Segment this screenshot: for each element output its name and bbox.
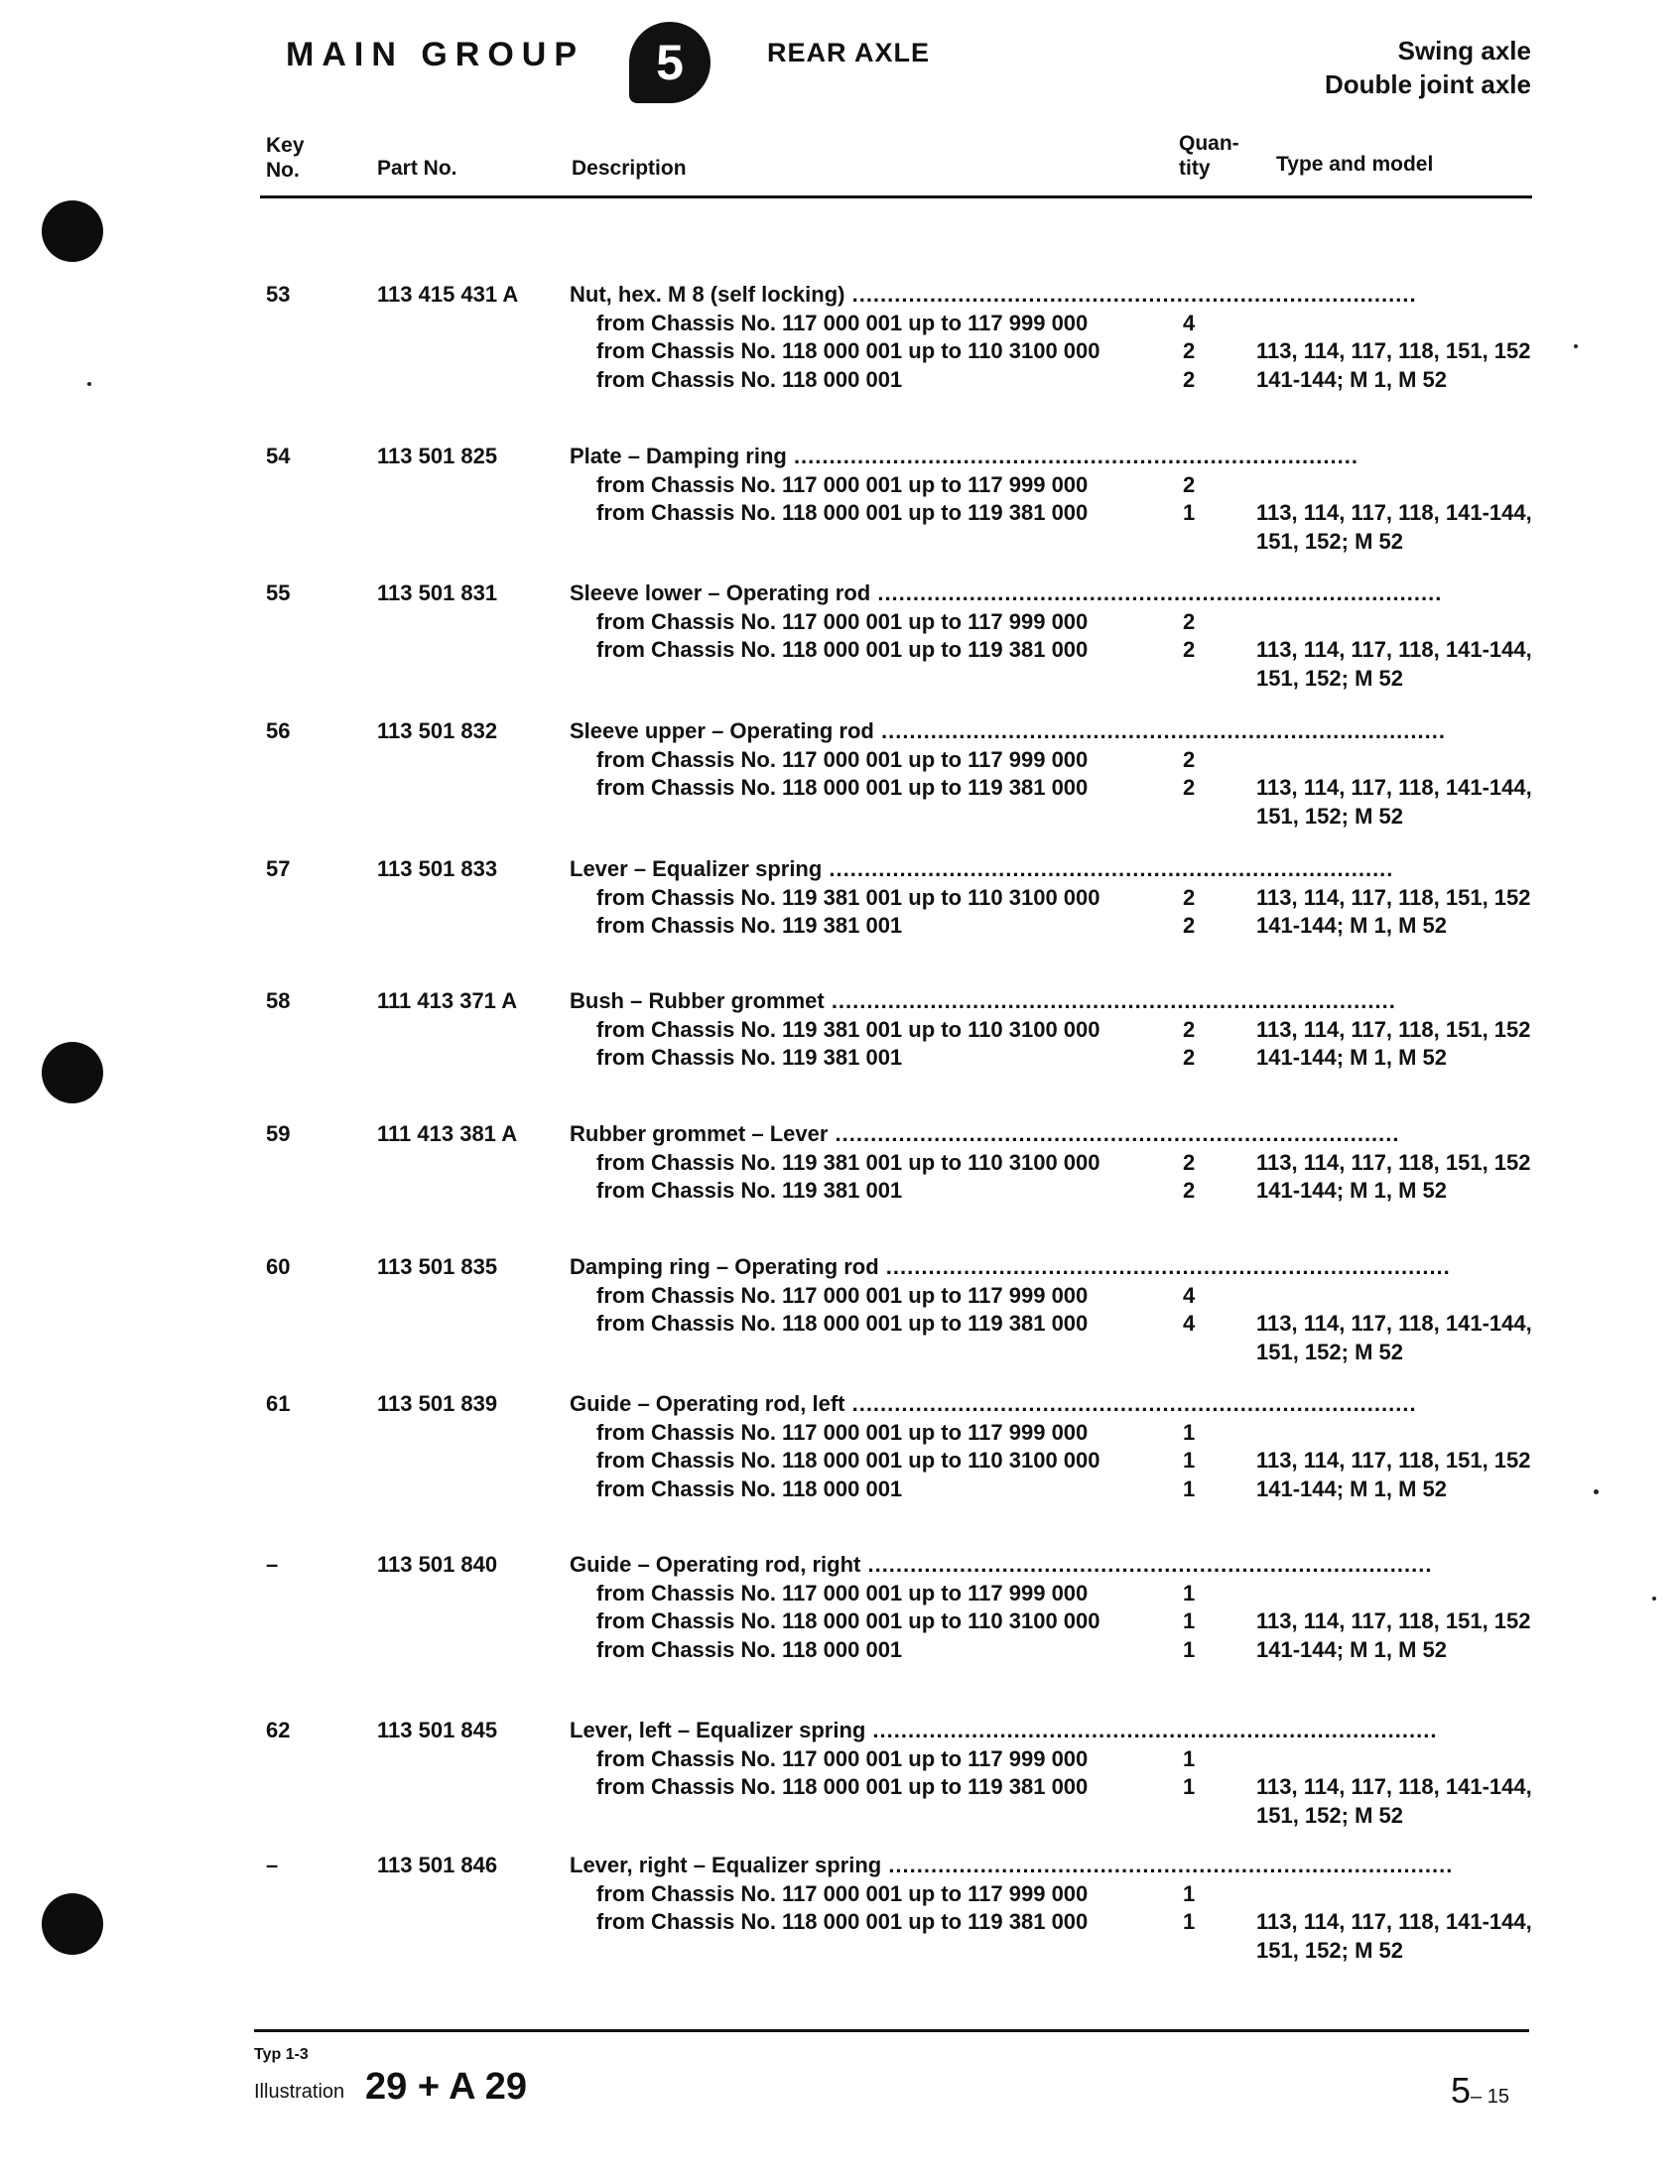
quantity: 4	[1183, 1311, 1196, 1336]
chassis-range: from Chassis No. 117 000 001 up to 117 999 000	[596, 1282, 1089, 1308]
chassis-range: from Chassis No. 117 000 001 up to 117 999 000	[596, 1580, 1089, 1606]
chassis-range: from Chassis No. 118 000 001 up to 119 381 000	[596, 1774, 1089, 1799]
part-number: 113 501 835	[377, 1254, 498, 1279]
quantity: 1	[1183, 1448, 1196, 1473]
part-description	[570, 1551, 1433, 1580]
key-number: 57	[266, 856, 291, 881]
description-text: Bush – Rubber grommet	[570, 988, 825, 1013]
part-number: 113 501 846	[377, 1853, 498, 1877]
quantity: 1	[1183, 1608, 1196, 1633]
main-group-label: MAIN GROUP	[286, 36, 584, 73]
type-and-model: 113, 114, 117, 118, 151, 152	[1256, 1448, 1531, 1473]
quantity: 1	[1183, 1909, 1196, 1934]
quantity: 2	[1183, 338, 1196, 363]
type-and-model: 113, 114, 117, 118, 141-144,	[1256, 775, 1532, 800]
scan-speck	[87, 382, 91, 386]
type-and-model: 113, 114, 117, 118, 151, 152	[1256, 1016, 1531, 1042]
footer-rule	[254, 2029, 1529, 2032]
part-number: 113 415 431 A	[377, 282, 519, 307]
key-number: 62	[266, 1718, 291, 1742]
part-number: 113 501 845	[377, 1718, 498, 1742]
column-header-part: Part No.	[377, 157, 457, 180]
chassis-range: from Chassis No. 118 000 001	[596, 1636, 903, 1662]
quantity: 1	[1183, 1476, 1196, 1501]
type-and-model: 113, 114, 117, 118, 141-144,	[1256, 500, 1532, 525]
leader-dots: ................................................................................	[844, 1391, 1417, 1416]
part-number: 113 501 832	[377, 718, 498, 743]
scan-speck	[1652, 1597, 1656, 1601]
description-text: Plate – Damping ring	[570, 444, 787, 468]
type-and-model: 141-144; M 1, M 52	[1256, 1178, 1447, 1203]
binder-hole	[42, 1893, 103, 1955]
part-description	[570, 1253, 1451, 1282]
binder-hole	[42, 1042, 103, 1103]
group-title: REAR AXLE	[767, 38, 931, 67]
chassis-range: from Chassis No. 118 000 001 up to 110 3100 000	[596, 1448, 1100, 1473]
chassis-range: from Chassis No. 117 000 001 up to 117 999 000	[596, 1419, 1089, 1445]
column-header-description: Description	[572, 157, 687, 180]
type-and-model: 141-144; M 1, M 52	[1256, 1476, 1447, 1501]
quantity: 1	[1183, 1636, 1196, 1662]
description-text: Guide – Operating rod, left	[570, 1391, 845, 1416]
type-and-model: 151, 152; M 52	[1256, 1937, 1403, 1963]
key-number: 60	[266, 1254, 291, 1279]
part-description	[570, 1120, 1400, 1149]
leader-dots: ................................................................................	[844, 282, 1417, 307]
key-number: 61	[266, 1391, 291, 1416]
chassis-range: from Chassis No. 118 000 001 up to 110 3100 000	[596, 1608, 1100, 1633]
chassis-range: from Chassis No. 117 000 001 up to 117 999 000	[596, 1880, 1089, 1906]
quantity: 2	[1183, 1016, 1196, 1042]
key-number: 54	[266, 444, 291, 468]
chassis-range: from Chassis No. 119 381 001 up to 110 3100 000	[596, 1149, 1100, 1175]
part-description	[570, 1390, 1417, 1419]
quantity: 1	[1183, 1880, 1196, 1906]
quantity: 2	[1183, 775, 1196, 800]
chassis-range: from Chassis No. 117 000 001 up to 117 999 000	[596, 608, 1089, 634]
description-text: Lever, right – Equalizer spring	[570, 1853, 882, 1877]
chassis-range: from Chassis No. 118 000 001 up to 119 381 000	[596, 500, 1089, 525]
quantity: 2	[1183, 1149, 1196, 1175]
quantity: 2	[1183, 746, 1196, 772]
type-and-model: 113, 114, 117, 118, 151, 152	[1256, 338, 1531, 363]
chassis-range: from Chassis No. 117 000 001 up to 117 999 000	[596, 471, 1089, 497]
leader-dots: ................................................................................	[824, 988, 1396, 1013]
chassis-range: from Chassis No. 118 000 001 up to 119 381 000	[596, 775, 1089, 800]
leader-dots: ................................................................................	[828, 1121, 1400, 1146]
chassis-range: from Chassis No. 119 381 001	[596, 1178, 903, 1203]
part-description	[570, 1852, 1454, 1880]
description-text: Lever, left – Equalizer spring	[570, 1718, 866, 1742]
leader-dots: ................................................................................	[786, 444, 1358, 468]
description-text: Sleeve upper – Operating rod	[570, 718, 874, 743]
part-description	[570, 855, 1394, 884]
quantity: 1	[1183, 1419, 1196, 1445]
chassis-range: from Chassis No. 117 000 001 up to 117 999 000	[596, 310, 1089, 335]
scan-speck	[1574, 344, 1578, 348]
description-text: Lever – Equalizer spring	[570, 856, 823, 881]
leader-dots: ................................................................................	[881, 1853, 1454, 1877]
part-description	[570, 1717, 1438, 1745]
scan-speck	[1594, 1489, 1599, 1494]
type-and-model: 151, 152; M 52	[1256, 803, 1403, 829]
quantity: 2	[1183, 637, 1196, 662]
chassis-range: from Chassis No. 119 381 001	[596, 1045, 903, 1070]
leader-dots: ................................................................................	[870, 580, 1443, 605]
part-description	[570, 987, 1396, 1016]
group-number-badge: 5	[629, 22, 711, 103]
chassis-range: from Chassis No. 118 000 001 up to 110 3100 000	[596, 338, 1100, 363]
chassis-range: from Chassis No. 117 000 001 up to 117 999 000	[596, 746, 1089, 772]
part-number: 113 501 839	[377, 1391, 498, 1416]
type-and-model: 141-144; M 1, M 52	[1256, 1045, 1447, 1070]
description-text: Rubber grommet – Lever	[570, 1121, 829, 1146]
quantity: 4	[1183, 1282, 1196, 1308]
quantity: 2	[1183, 471, 1196, 497]
quantity: 1	[1183, 1580, 1196, 1606]
quantity: 2	[1183, 884, 1196, 910]
type-and-model: 141-144; M 1, M 52	[1256, 913, 1447, 938]
key-number: 59	[266, 1121, 291, 1146]
header-rule	[260, 195, 1532, 198]
type-and-model: 141-144; M 1, M 52	[1256, 1636, 1447, 1662]
type-and-model: 113, 114, 117, 118, 141-144,	[1256, 637, 1532, 662]
column-header-type: Type and model	[1276, 153, 1434, 176]
type-and-model: 151, 152; M 52	[1256, 1802, 1403, 1828]
part-number: 113 501 825	[377, 444, 498, 468]
key-number: 58	[266, 988, 291, 1013]
type-and-model: 113, 114, 117, 118, 151, 152	[1256, 1149, 1531, 1175]
chassis-range: from Chassis No. 118 000 001 up to 119 381 000	[596, 637, 1089, 662]
quantity: 2	[1183, 913, 1196, 938]
key-number: 55	[266, 580, 291, 605]
type-and-model: 113, 114, 117, 118, 141-144,	[1256, 1774, 1532, 1799]
chassis-range: from Chassis No. 118 000 001 up to 119 381 000	[596, 1311, 1089, 1336]
quantity: 1	[1183, 500, 1196, 525]
part-number: 113 501 840	[377, 1552, 498, 1577]
type-and-model: 151, 152; M 52	[1256, 665, 1403, 691]
type-and-model: 151, 152; M 52	[1256, 528, 1403, 554]
quantity: 2	[1183, 1178, 1196, 1203]
part-number: 111 413 371 A	[377, 988, 518, 1013]
key-number: 53	[266, 282, 291, 307]
quantity: 2	[1183, 366, 1196, 392]
type-code: Typ 1-3	[254, 2046, 309, 2063]
key-number: –	[266, 1552, 279, 1577]
chassis-range: from Chassis No. 117 000 001 up to 117 999 000	[596, 1745, 1089, 1771]
type-and-model: 113, 114, 117, 118, 141-144,	[1256, 1311, 1532, 1336]
chassis-range: from Chassis No. 118 000 001 up to 119 381 000	[596, 1909, 1089, 1934]
leader-dots: ................................................................................	[822, 856, 1394, 881]
leader-dots: ................................................................................	[878, 1254, 1451, 1279]
part-number: 113 501 831	[377, 580, 498, 605]
key-number: 56	[266, 718, 291, 743]
chassis-range: from Chassis No. 118 000 001	[596, 366, 903, 392]
part-description	[570, 443, 1358, 471]
illustration-numbers: 29 + A 29	[365, 2066, 528, 2108]
key-number: –	[266, 1853, 279, 1877]
binder-hole	[42, 200, 103, 262]
type-and-model: 113, 114, 117, 118, 151, 152	[1256, 1608, 1531, 1633]
chassis-range: from Chassis No. 119 381 001	[596, 913, 903, 938]
quantity: 2	[1183, 608, 1196, 634]
type-and-model: 113, 114, 117, 118, 141-144,	[1256, 1909, 1532, 1934]
leader-dots: ................................................................................	[873, 718, 1446, 743]
variant-swing-axle: Swing axle	[1397, 36, 1531, 65]
leader-dots: ................................................................................	[860, 1552, 1433, 1577]
part-description	[570, 579, 1443, 608]
part-description	[570, 281, 1417, 310]
type-and-model: 141-144; M 1, M 52	[1256, 366, 1447, 392]
type-and-model: 151, 152; M 52	[1256, 1339, 1403, 1364]
quantity: 2	[1183, 1045, 1196, 1070]
chassis-range: from Chassis No. 119 381 001 up to 110 3100 000	[596, 884, 1100, 910]
part-number: 113 501 833	[377, 856, 498, 881]
quantity: 1	[1183, 1745, 1196, 1771]
column-header-key: Key No.	[266, 134, 305, 182]
description-text: Nut, hex. M 8 (self locking)	[570, 282, 845, 307]
illustration-label: Illustration	[254, 2081, 345, 2103]
chassis-range: from Chassis No. 118 000 001	[596, 1476, 903, 1501]
column-header-quantity: Quan- tity	[1179, 132, 1239, 180]
type-and-model: 113, 114, 117, 118, 151, 152	[1256, 884, 1531, 910]
variant-double-joint-axle: Double joint axle	[1324, 69, 1531, 99]
part-description	[570, 717, 1446, 746]
quantity: 4	[1183, 310, 1196, 335]
leader-dots: ................................................................................	[865, 1718, 1438, 1742]
description-text: Sleeve lower – Operating rod	[570, 580, 871, 605]
description-text: Damping ring – Operating rod	[570, 1254, 879, 1279]
part-number: 111 413 381 A	[377, 1121, 518, 1146]
quantity: 1	[1183, 1774, 1196, 1799]
chassis-range: from Chassis No. 119 381 001 up to 110 3100 000	[596, 1016, 1100, 1042]
description-text: Guide – Operating rod, right	[570, 1552, 861, 1577]
page-number: 5– 15	[1451, 2070, 1509, 2111]
